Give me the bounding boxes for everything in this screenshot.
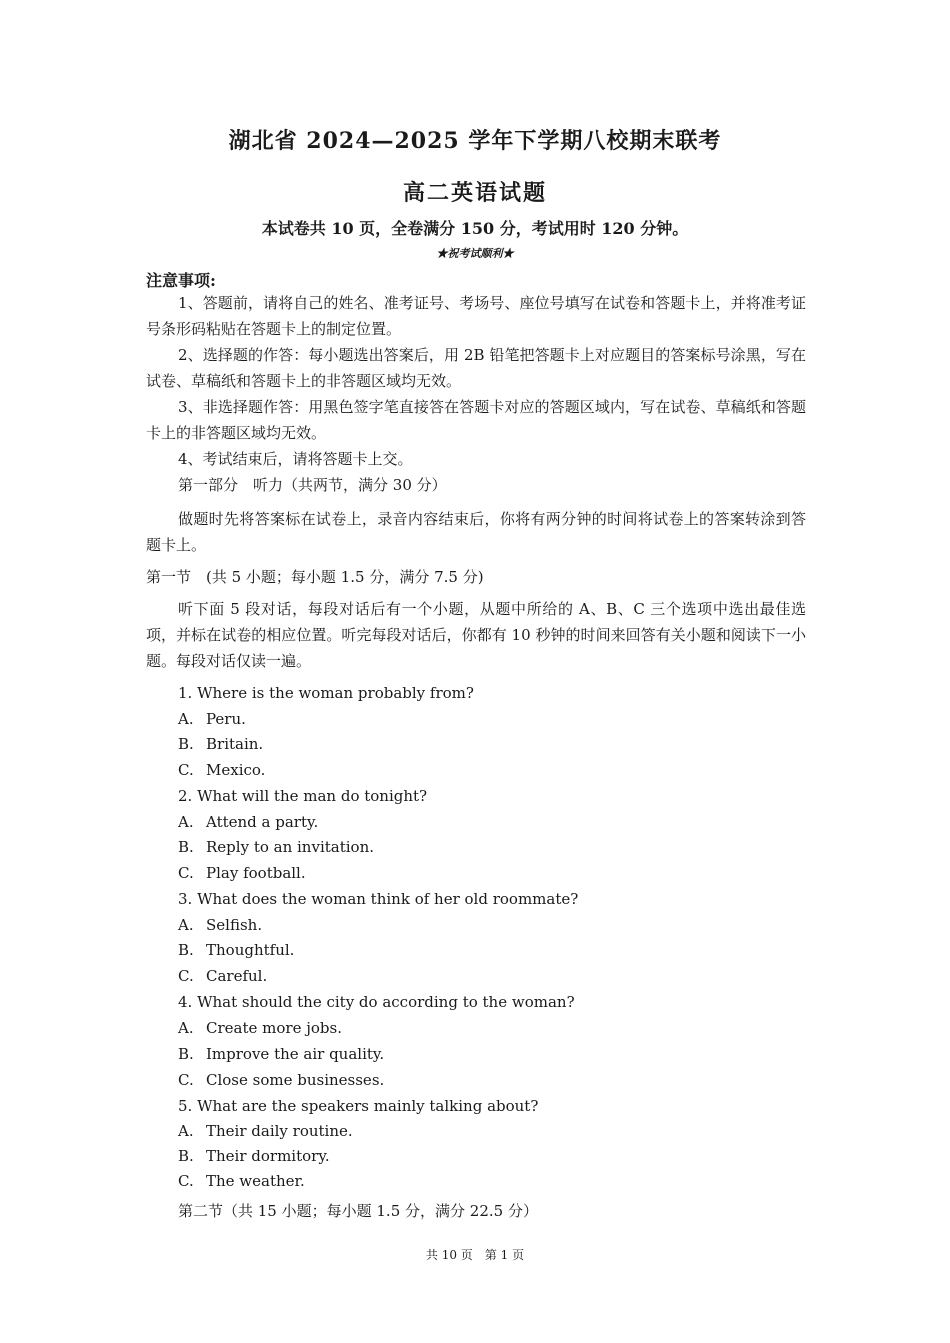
question-5 [178,1095,538,1117]
option-2c: C. Play football. [178,864,306,882]
option-1b: B. Britain. [178,735,264,753]
option-5b: B. Their dormitory. [178,1147,330,1165]
option-4c: C. Close some businesses. [178,1071,385,1089]
question-1 [178,682,474,704]
good-luck-line: ★祝考试顺利★ [436,247,514,260]
question-number: 4. [178,993,193,1011]
section1-heading: 第一节 (共 5 小题；每小题 1.5 分，满分 7.5 分) [146,568,484,586]
option-3b: B. Thoughtful. [178,941,295,959]
notice-item-2: 2、选择题的作答：每小题选出答案后，用 2B 铅笔把答题卡上对应题目的答案标号涂黑，写在试卷、草稿纸和答题卡上的非答题区域均无效。 [146,346,806,390]
question-number: 5. [178,1097,193,1115]
option-1c: C. Mexico. [178,761,266,779]
exam-info: 本试卷共 10 页，全卷满分 150 分，考试用时 120 分钟。 [261,219,689,238]
question-text: What should the city do according to the woman? [197,993,575,1011]
exam-title: 湖北省 2024—2025 学年下学期八校期末联考 [228,128,722,154]
option-5a: A. Their daily routine. [178,1122,353,1140]
notice-item-3: 3、非选择题作答：用黑色签字笔直接答在答题卡对应的答题区域内，写在试卷、草稿纸和答题卡上的非答题区域均无效。 [146,398,806,442]
question-text: Where is the woman probably from? [197,684,474,702]
option-5c: C. The weather. [178,1172,305,1190]
notice-item-4: 4、考试结束后，请将答题卡上交。 [178,450,413,468]
notice-heading: 注意事项: [146,271,216,290]
option-4b: B. Improve the air quality. [178,1045,385,1063]
question-number: 1. [178,684,193,702]
question-4 [178,991,575,1013]
section1-instructions: 听下面 5 段对话，每段对话后有一个小题，从题中所给的 A、B、C 三个选项中选出最佳选项，并标在试卷的相应位置。听完每段对话后，你都有 10 秒钟的时间来回答有关小题和阅读下一小题。每段对话仅读一遍。 [146,600,806,670]
question-text: What are the speakers mainly talking about? [197,1097,539,1115]
option-4a: A. Create more jobs. [178,1019,342,1037]
option-3a: A. Selfish. [178,916,263,934]
notice-item-1: 1、答题前，请将自己的姓名、准考证号、考场号、座位号填写在试卷和答题卡上，并将准考证号条形码粘贴在答题卡上的制定位置。 [146,294,806,338]
question-text: What does the woman think of her old roommate? [197,890,579,908]
question-2 [178,785,427,807]
exam-subtitle: 高二英语试题 [402,180,547,206]
page-footer: 共 10 页 第 1 页 [425,1248,525,1262]
question-text: What will the man do tonight? [197,787,428,805]
question-3 [178,888,578,910]
question-number: 3. [178,890,193,908]
option-3c: C. Careful. [178,967,268,985]
section2-heading: 第二节（共 15 小题；每小题 1.5 分，满分 22.5 分） [178,1202,538,1220]
option-2b: B. Reply to an invitation. [178,838,374,856]
option-2a: A. Attend a party. [178,813,319,831]
part1-intro: 做题时先将答案标在试卷上，录音内容结束后，你将有两分钟的时间将试卷上的答案转涂到答题卡上。 [146,510,806,554]
option-1a: A. Peru. [178,710,246,728]
question-number: 2. [178,787,193,805]
part1-heading: 第一部分 听力（共两节，满分 30 分） [178,476,447,494]
